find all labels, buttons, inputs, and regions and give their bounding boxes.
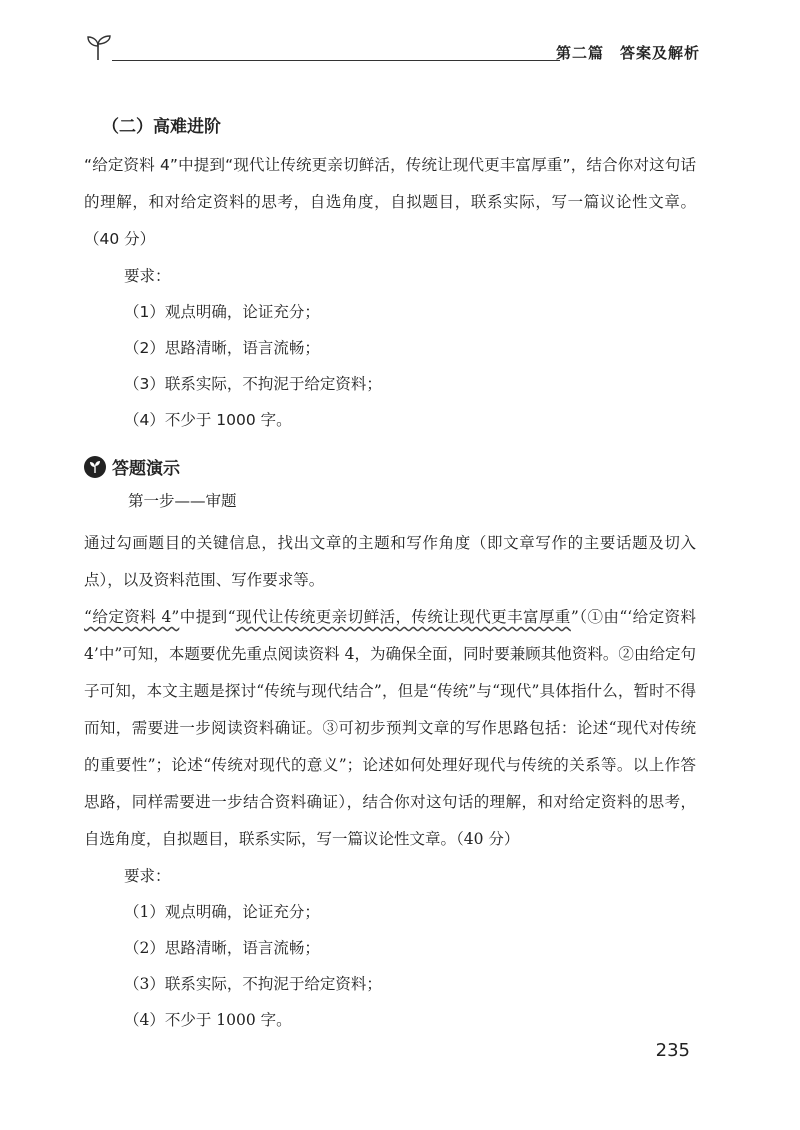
analysis-text: ”（①由“‘给定资料 4’中”可知，本题要优先重点阅读资料 4，为确保全面，同时要兼顾其他资料。②由给定句子可知，本文主题是探讨“传统与现代结合”，但是“传统”与“现代”具体指什么，暂时不得而知，需要进一步阅读资料确证。③可初步预判文章的写作思路包括：论述“现代对传统的重要性”；论述“传统对现代的意义”；论述如何处理好现代与传统的关系等。以上作答思路，同样需要进一步结合资料确证），结合你对这句话的理解，和对给定资料的思考，自选角度，自拟题目，联系实际，写一篇议论性文章。（40 分） <box>84 608 696 848</box>
essay-prompt: “给定资料 4”中提到“现代让传统更亲切鲜活，传统让现代更丰富厚重”，结合你对这句话的理解，和对给定资料的思考，自选角度，自拟题目，联系实际，写一篇议论性文章。（40 分） <box>84 156 696 248</box>
requirements-title: 要求： <box>124 867 171 885</box>
header-section-title: 第二篇 答案及解析 <box>555 44 700 62</box>
sprout-icon <box>84 34 114 62</box>
page-number: 235 <box>655 1040 690 1061</box>
step-title: 第一步——审题 <box>128 492 237 510</box>
requirement-item: （2）思路清晰，语言流畅； <box>124 339 320 357</box>
header-rule <box>112 60 560 61</box>
requirement-item: （3）联系实际，不拘泥于给定资料； <box>124 975 382 993</box>
requirement-item: （2）思路清晰，语言流畅； <box>124 939 320 957</box>
section-title: （二）高难进阶 <box>102 117 221 137</box>
analysis-intro: 通过勾画题目的关键信息，找出文章的主题和写作角度（即文章写作的主要话题及切入点），以及资料范围、写作要求等。 <box>84 534 696 589</box>
sprout-badge-icon <box>84 456 106 478</box>
analysis-paragraph <box>84 599 696 858</box>
requirement-item: （4）不少于 1000 字。 <box>124 411 292 429</box>
answer-heading <box>84 454 696 479</box>
wavy-highlight: 现代让传统更亲切鲜活，传统让现代更丰富厚重 <box>235 608 571 626</box>
requirement-item: （1）观点明确，论证充分； <box>124 903 320 921</box>
requirement-item: （1）观点明确，论证充分； <box>124 303 320 321</box>
analysis-text: 中提到“ <box>179 608 236 626</box>
requirement-item: （3）联系实际，不拘泥于给定资料； <box>124 375 382 393</box>
requirement-item: （4）不少于 1000 字。 <box>124 1011 292 1029</box>
wavy-highlight: “给定资料 4” <box>84 608 180 626</box>
page-content <box>84 100 696 1038</box>
page-header <box>84 34 700 64</box>
requirements-title: 要求： <box>124 267 171 285</box>
answer-heading-label: 答题演示 <box>112 459 180 479</box>
